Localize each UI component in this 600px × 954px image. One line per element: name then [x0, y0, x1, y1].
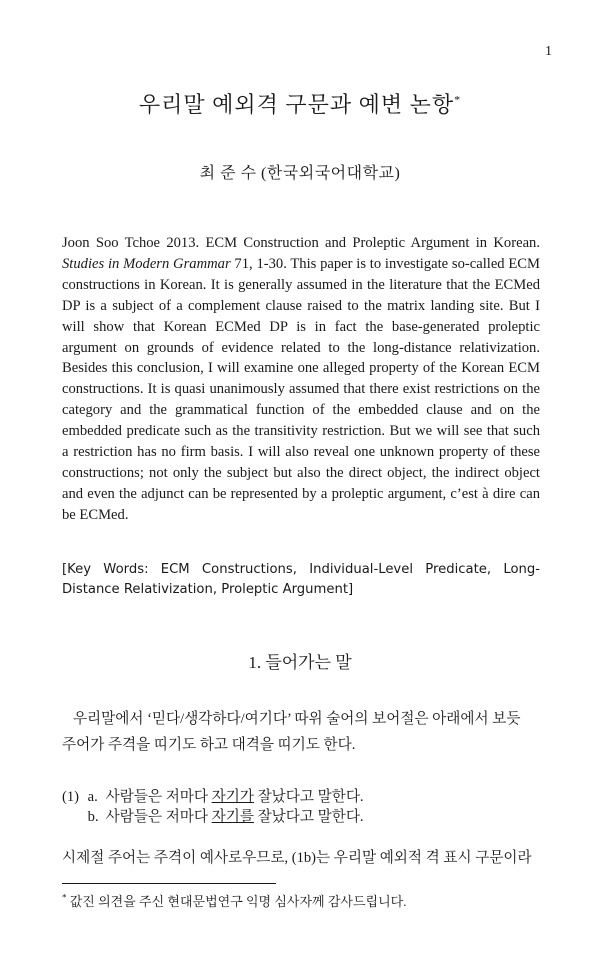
body-line-2: 주어가 주격을 띠기도 하고 대격을 띠기도 한다.	[62, 737, 356, 753]
footnote-divider	[62, 883, 276, 884]
example-a-underlined: 자기가	[211, 789, 254, 805]
example-b-underlined: 자기를	[211, 809, 254, 825]
body-line-1-text: 우리말에서 ‘믿다/생각하다/여기다’ 따위 술어의 보어절은 아래에서 보듯	[72, 711, 521, 727]
body-line-1	[62, 706, 540, 732]
example-number: (1)	[62, 789, 80, 805]
example-1b	[62, 807, 364, 827]
example-label-b: b.	[87, 809, 99, 825]
continuation-line: 시제절 주어는 주격이 예사로우므로, (1b)는 우리말 예외적 격 표시 구문이라	[62, 850, 532, 866]
abstract-body: 71, 1-30. This paper is to investigate so-called ECM constructions in Korean. It is generally assumed in the literature that the ECMed DP is a subject of a complement clause raised to the matrix landing site. But I will show that Korean ECMed DP is in fact the base-generated proleptic argument on grounds of evidence related to the long-distance relativization. Besides this conclusion, I will examine one alleged property of the Korean ECM constructions. It is quasi unanimously assumed that there exist restrictions on the category and the grammatical function of the embedded clause and on the embedded predicate such as the transitivity restriction. But we will see that such a restriction has no firm basis. I will also reveal one unknown property of these constructions; not only the subject but also the direct object, the indirect object and even the adjunct can be represented by a proleptic argument, c’est à dire can be ECMed.	[62, 255, 541, 523]
author-line: 최 준 수 (한국외국어대학교)	[199, 165, 401, 182]
keywords: [Key Words: ECM Constructions, Individual-Level Predicate, Long-Distance Relativization, Proleptic Argument]	[62, 562, 540, 597]
body-paragraph	[62, 706, 540, 758]
example-label-a: a.	[87, 789, 98, 805]
paper-title-text: 우리말 예외격 구문과 예변 논항	[138, 92, 455, 117]
page-number: 1	[545, 44, 552, 59]
abstract	[62, 233, 540, 526]
section-heading: 1. 들어가는 말	[248, 653, 352, 672]
footnote-text: 값진 의견을 주신 현대문법연구 익명 심사자께 감사드립니다.	[66, 894, 407, 909]
abstract-citation: Joon Soo Tchoe 2013. ECM Construction and Proleptic Argument in Korean.	[62, 235, 540, 251]
footnote	[62, 891, 406, 910]
journal-name: Studies in Modern Grammar	[62, 255, 231, 272]
example-b-post: 잘났다고 말한다.	[253, 809, 364, 825]
example-b-pre: 사람들은 저마다	[105, 809, 212, 825]
footnote-marker: *	[62, 892, 67, 903]
example-1a	[62, 787, 364, 807]
paper-title	[0, 88, 600, 119]
title-footnote-marker: *	[454, 92, 462, 107]
example-a-pre: 사람들은 저마다	[105, 789, 212, 805]
example-a-post: 잘났다고 말한다.	[253, 789, 364, 805]
